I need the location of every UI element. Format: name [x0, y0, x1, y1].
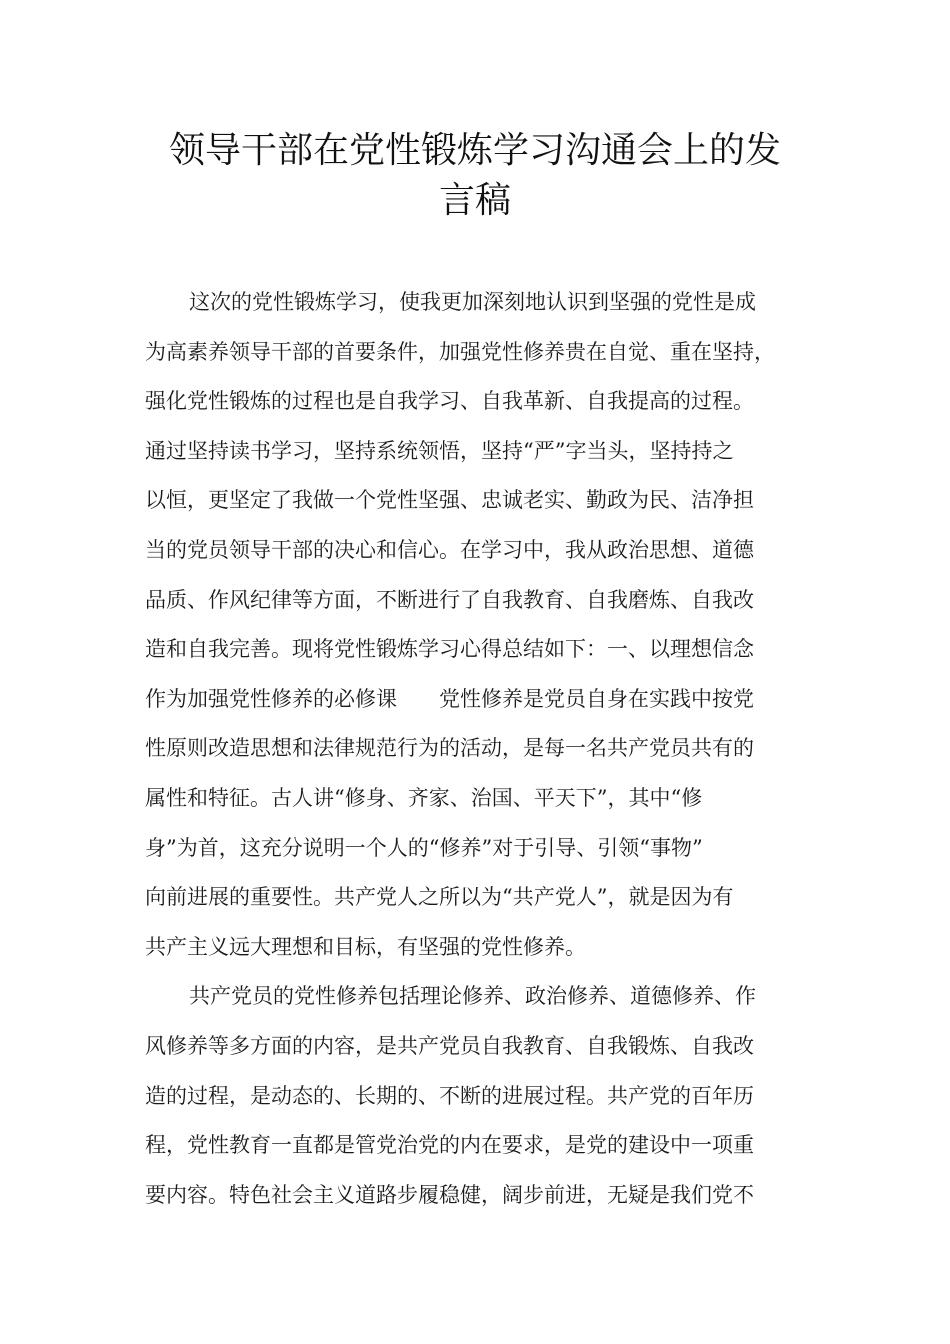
paragraph-line: 身”为首，这充分说明一个人的“修养”对于引导、引领“事物” [145, 835, 703, 860]
paragraph-line: 共产主义远大理想和目标，有坚强的党性修养。 [145, 934, 586, 959]
paragraph [145, 278, 825, 972]
paragraph-line: 要内容。特色社会主义道路步履稳健，阔步前进，无疑是我们党不 [145, 1182, 754, 1207]
paragraph-line: 以恒，更坚定了我做一个党性坚强、忠诚老实、勤政为民、洁净担 [145, 488, 754, 513]
paragraph-line: 属性和特征。古人讲“修身、齐家、治国、平天下”，其中“修 [145, 785, 703, 810]
title-line: 言稿 [438, 180, 511, 221]
paragraph-line: 强化党性锻炼的过程也是自我学习、自我革新、自我提高的过程。 [145, 389, 754, 414]
paragraph-line: 通过坚持读书学习，坚持系统领悟，坚持“严”字当头，坚持持之 [145, 438, 734, 463]
paragraph-line: 造和自我完善。现将党性锻炼学习心得总结如下：一、以理想信念 [145, 637, 754, 662]
paragraph-line: 向前进展的重要性。共产党人之所以为“共产党人”，就是因为有 [145, 885, 734, 910]
document-title [120, 126, 830, 226]
paragraph [145, 972, 825, 1220]
paragraph-line: 造的过程，是动态的、长期的、不断的进展过程。共产党的百年历 [145, 1083, 754, 1108]
paragraph-line: 为高素养领导干部的首要条件，加强党性修养贵在自觉、重在坚持， [145, 339, 775, 364]
paragraph-line: 这次的党性锻炼学习，使我更加深刻地认识到坚强的党性是成 [189, 290, 756, 314]
paragraph-line: 风修养等多方面的内容，是共产党员自我教育、自我锻炼、自我改 [145, 1033, 754, 1058]
paragraph-line: 品质、作风纪律等方面，不断进行了自我教育、自我磨炼、自我改 [145, 587, 754, 612]
paragraph-line: 共产党员的党性修养包括理论修养、政治修养、道德修养、作 [189, 984, 756, 1009]
title-line: 领导干部在党性锻炼学习沟通会上的发 [168, 130, 781, 171]
paragraph-line: 性原则改造思想和法律规范行为的活动，是每一名共产党员共有的 [145, 736, 754, 761]
paragraph-line: 程，党性教育一直都是管党治党的内在要求，是党的建设中一项重 [145, 1133, 754, 1158]
paragraph-line: 当的党员领导干部的决心和信心。在学习中，我从政治思想、道德 [145, 537, 754, 562]
paragraph-line: 作为加强党性修养的必修课 党性修养是党员自身在实践中按党 [145, 686, 754, 711]
document-body [145, 278, 825, 1220]
